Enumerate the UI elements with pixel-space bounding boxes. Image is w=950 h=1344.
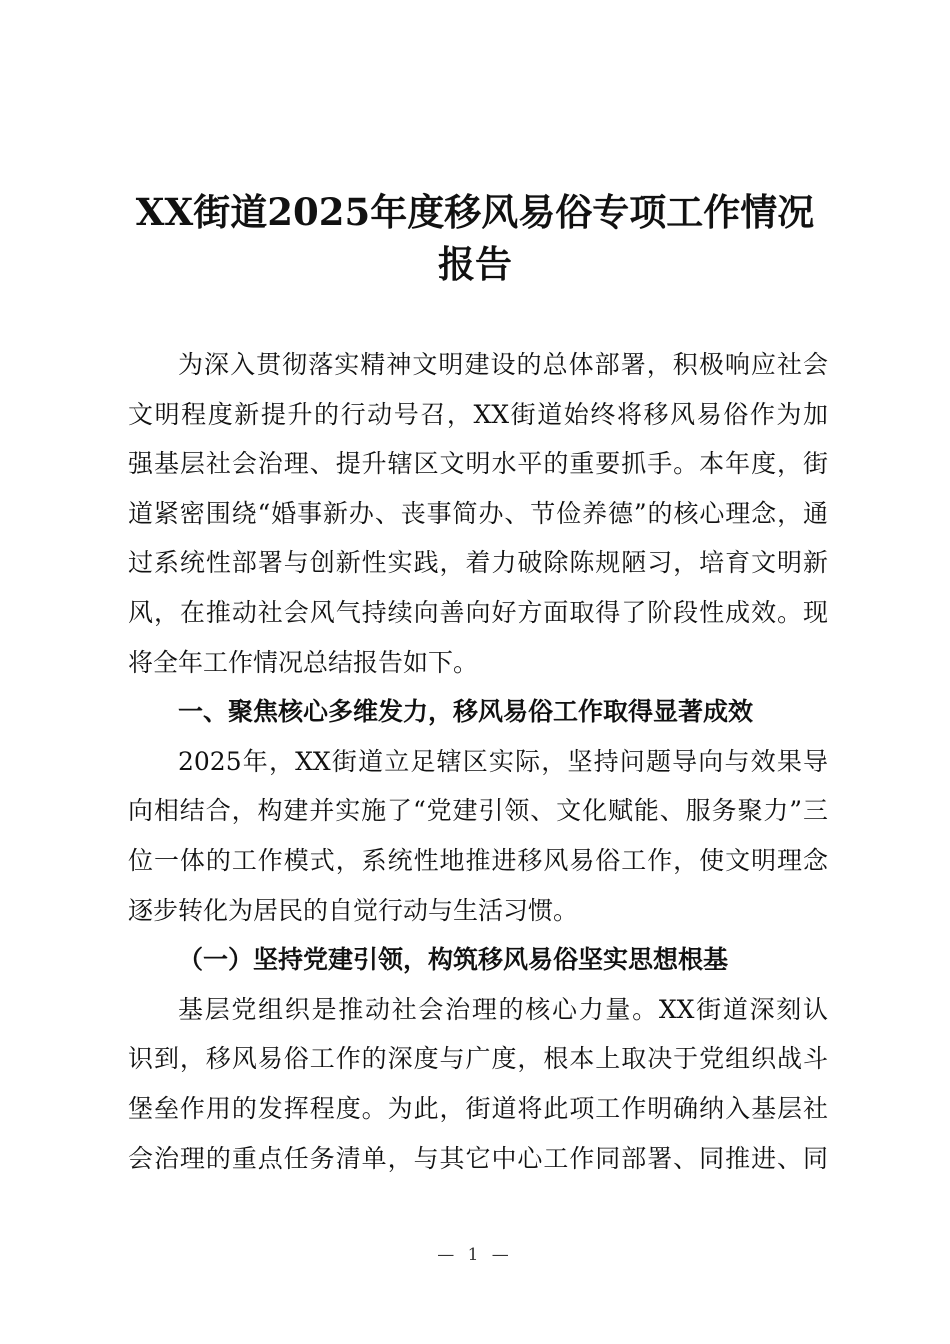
document-body <box>128 340 828 1183</box>
title-line-2: 报告 <box>438 242 512 286</box>
paragraph-intro <box>128 340 828 687</box>
paragraph-section-1 <box>128 737 828 935</box>
paragraph-subsection-1 <box>128 985 828 1183</box>
text-line: 会治理的重点任务清单，与其它中心工作同部署、同推进、同 <box>128 1143 828 1173</box>
text-line: 堡垒作用的发挥程度。为此，街道将此项工作明确纳入基层社 <box>128 1093 828 1123</box>
text-line: 2025年，XX街道立足辖区实际，坚持问题导向与效果导 <box>178 746 828 776</box>
text-line: 位一体的工作模式，系统性地推进移风易俗工作，使文明理念 <box>128 845 828 875</box>
text-line: 基层党组织是推动社会治理的核心力量。XX街道深刻认 <box>178 994 828 1024</box>
text-line: 道紧密围绕“婚事新办、丧事简办、节俭养德”的核心理念，通 <box>128 498 828 528</box>
text-line: 为深入贯彻落实精神文明建设的总体部署，积极响应社会 <box>178 350 828 379</box>
title-line-1: XX街道2025年度移风易俗专项工作情况 <box>135 190 815 234</box>
text-line: 过系统性部署与创新性实践，着力破除陈规陋习，培育文明新 <box>128 548 828 578</box>
text-line: 向相结合，构建并实施了“党建引领、文化赋能、服务聚力”三 <box>128 796 828 826</box>
document-title <box>110 186 840 290</box>
text-line: 将全年工作情况总结报告如下。 <box>128 647 479 677</box>
subsection-heading-1: （一）坚持党建引领，构筑移风易俗坚实思想根基 <box>178 945 729 975</box>
text-line: 识到，移风易俗工作的深度与广度，根本上取决于党组织战斗 <box>128 1044 828 1074</box>
text-line: 逐步转化为居民的自觉行动与生活习惯。 <box>128 895 579 925</box>
section-heading-1: 一、聚焦核心多维发力，移风易俗工作取得显著成效 <box>178 697 754 727</box>
text-line: 强基层社会治理、提升辖区文明水平的重要抓手。本年度，街 <box>128 449 828 479</box>
text-line: 风，在推动社会风气持续向善向好方面取得了阶段性成效。现 <box>128 597 828 627</box>
text-line: 文明程度新提升的行动号召，XX街道始终将移风易俗作为加 <box>128 399 828 429</box>
page-number: — 1 — <box>437 1245 513 1265</box>
